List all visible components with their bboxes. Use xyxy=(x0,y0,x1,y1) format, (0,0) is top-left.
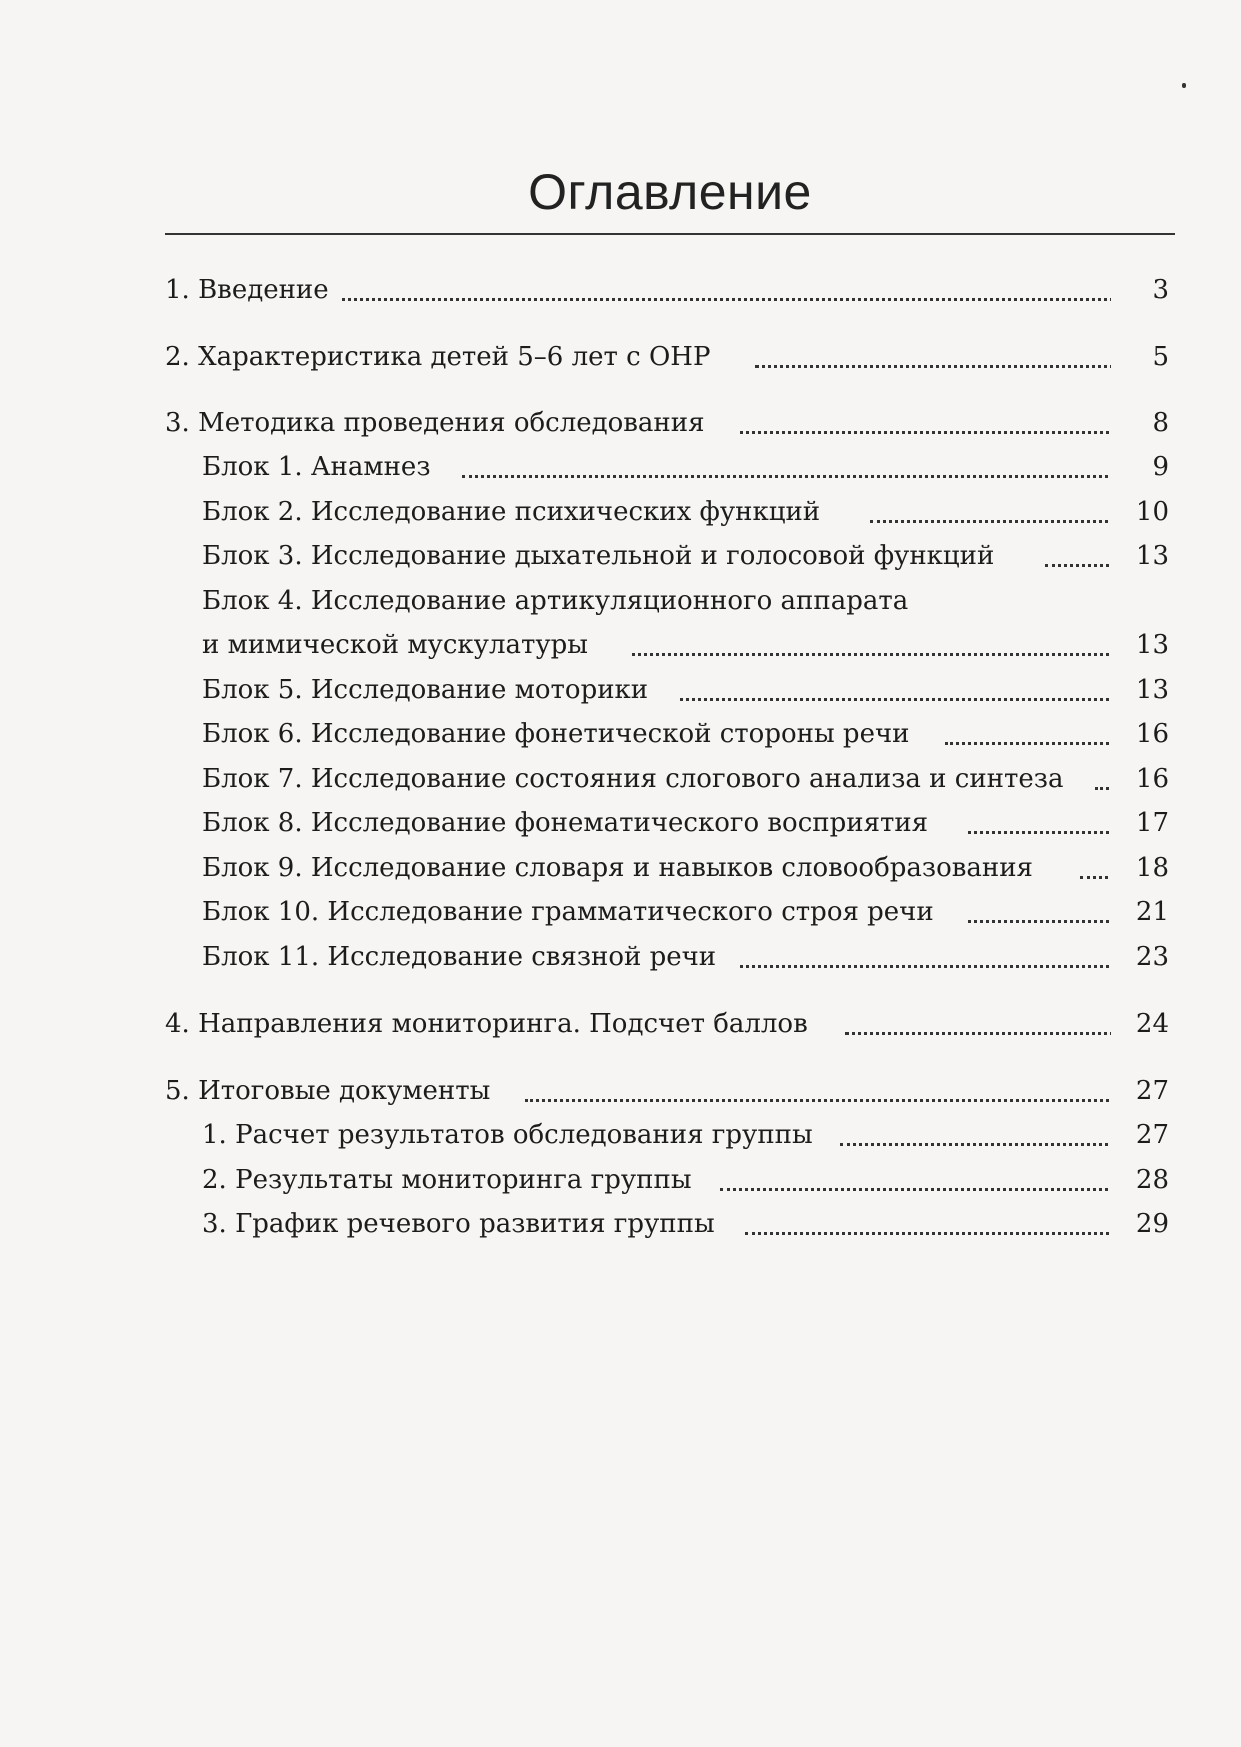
toc-entry-page: 17 xyxy=(1111,805,1169,841)
toc-entry-page: 13 xyxy=(1111,627,1169,663)
toc-entry[interactable] xyxy=(0,494,1241,530)
toc-entry-label: 2. Характеристика детей 5–6 лет с ОНР xyxy=(165,339,720,375)
dot-leader xyxy=(740,965,1151,968)
toc-entry-label: 1. Расчет результатов обследования группы xyxy=(202,1117,823,1153)
toc-entry[interactable] xyxy=(0,761,1241,797)
toc-entry[interactable] xyxy=(0,805,1241,841)
toc-entry-label: Блок 7. Исследование состояния слогового анализа и синтеза xyxy=(202,761,1073,797)
toc-entry[interactable] xyxy=(0,449,1241,485)
title-rule xyxy=(165,233,1175,235)
print-mark xyxy=(1182,83,1186,88)
toc-entry-page: 29 xyxy=(1111,1206,1169,1242)
toc-entry-label: Блок 9. Исследование словаря и навыков словообразования xyxy=(202,850,1043,886)
toc-entry-page: 18 xyxy=(1111,850,1169,886)
toc-entry[interactable] xyxy=(0,339,1241,375)
toc-entry-label: Блок 2. Исследование психических функций xyxy=(202,494,830,530)
dot-leader xyxy=(755,365,1151,368)
toc-entry-page: 13 xyxy=(1111,538,1169,574)
toc-entry-label: 3. Методика проведения обследования xyxy=(165,405,714,441)
dot-leader xyxy=(525,1099,1151,1102)
toc-entry-label: Блок 11. Исследование связной речи xyxy=(202,939,726,975)
dot-leader xyxy=(632,653,1151,656)
toc-entry[interactable] xyxy=(0,1117,1241,1153)
toc-entry[interactable] xyxy=(0,538,1241,574)
toc-entry-page: 27 xyxy=(1111,1117,1169,1153)
toc-entry[interactable] xyxy=(0,716,1241,752)
toc-entry[interactable] xyxy=(0,1006,1241,1042)
dot-leader xyxy=(870,520,1151,523)
toc-entry-label: 3. График речевого развития группы xyxy=(202,1206,725,1242)
toc-entry-label: Блок 3. Исследование дыхательной и голосовой функций xyxy=(202,538,1004,574)
toc-entry[interactable] xyxy=(0,1162,1241,1198)
dot-leader xyxy=(462,475,1151,478)
toc-entry-label: Блок 6. Исследование фонетической стороны речи xyxy=(202,716,919,752)
toc-entry-label: Блок 8. Исследование фонематического восприятия xyxy=(202,805,938,841)
toc-entry-page: 13 xyxy=(1111,672,1169,708)
toc-entry-label: Блок 4. Исследование артикуляционного аппарата xyxy=(202,583,918,619)
dot-leader xyxy=(745,1232,1151,1235)
toc-entry-label: и мимической мускулатуры xyxy=(202,627,598,663)
toc-entry-label: 2. Результаты мониторинга группы xyxy=(202,1162,702,1198)
toc-entry-label: Блок 1. Анамнез xyxy=(202,449,441,485)
toc-entry-page: 24 xyxy=(1111,1006,1169,1042)
toc-entry[interactable] xyxy=(0,939,1241,975)
toc-entry-continuation[interactable] xyxy=(0,627,1241,663)
dot-leader xyxy=(845,1032,1151,1035)
toc-entry-label: Блок 10. Исследование грамматического строя речи xyxy=(202,894,944,930)
toc-entry[interactable] xyxy=(0,1073,1241,1109)
toc-entry-page: 28 xyxy=(1111,1162,1169,1198)
toc-entry-page: 5 xyxy=(1111,339,1169,375)
dot-leader xyxy=(840,1143,1151,1146)
toc-entry-label: Блок 5. Исследование моторики xyxy=(202,672,658,708)
toc-entry-page: 10 xyxy=(1111,494,1169,530)
toc-entry[interactable] xyxy=(0,894,1241,930)
toc-entry-label: 5. Итоговые документы xyxy=(165,1073,500,1109)
toc-entry[interactable] xyxy=(0,672,1241,708)
toc-entry[interactable] xyxy=(0,405,1241,441)
dot-leader xyxy=(680,698,1151,701)
toc-entry-label: 1. Введение xyxy=(165,272,339,308)
toc-entry-page: 21 xyxy=(1111,894,1169,930)
toc-entry-page: 27 xyxy=(1111,1073,1169,1109)
toc-entry-page: 16 xyxy=(1111,761,1169,797)
dot-leader xyxy=(720,1188,1151,1191)
toc-entry-label: 4. Направления мониторинга. Подсчет баллов xyxy=(165,1006,818,1042)
toc-entry-page: 3 xyxy=(1111,272,1169,308)
toc-entry-page: 8 xyxy=(1111,405,1169,441)
toc-entry-page: 16 xyxy=(1111,716,1169,752)
page-title: Оглавление xyxy=(528,164,812,220)
dot-leader xyxy=(740,431,1151,434)
toc-entry[interactable] xyxy=(0,272,1241,308)
toc-entry[interactable] xyxy=(0,1206,1241,1242)
toc-entry[interactable] xyxy=(0,583,1241,619)
dot-leader xyxy=(335,298,1151,301)
toc-entry-page: 9 xyxy=(1111,449,1169,485)
toc-entry[interactable] xyxy=(0,850,1241,886)
toc-entry-page: 23 xyxy=(1111,939,1169,975)
